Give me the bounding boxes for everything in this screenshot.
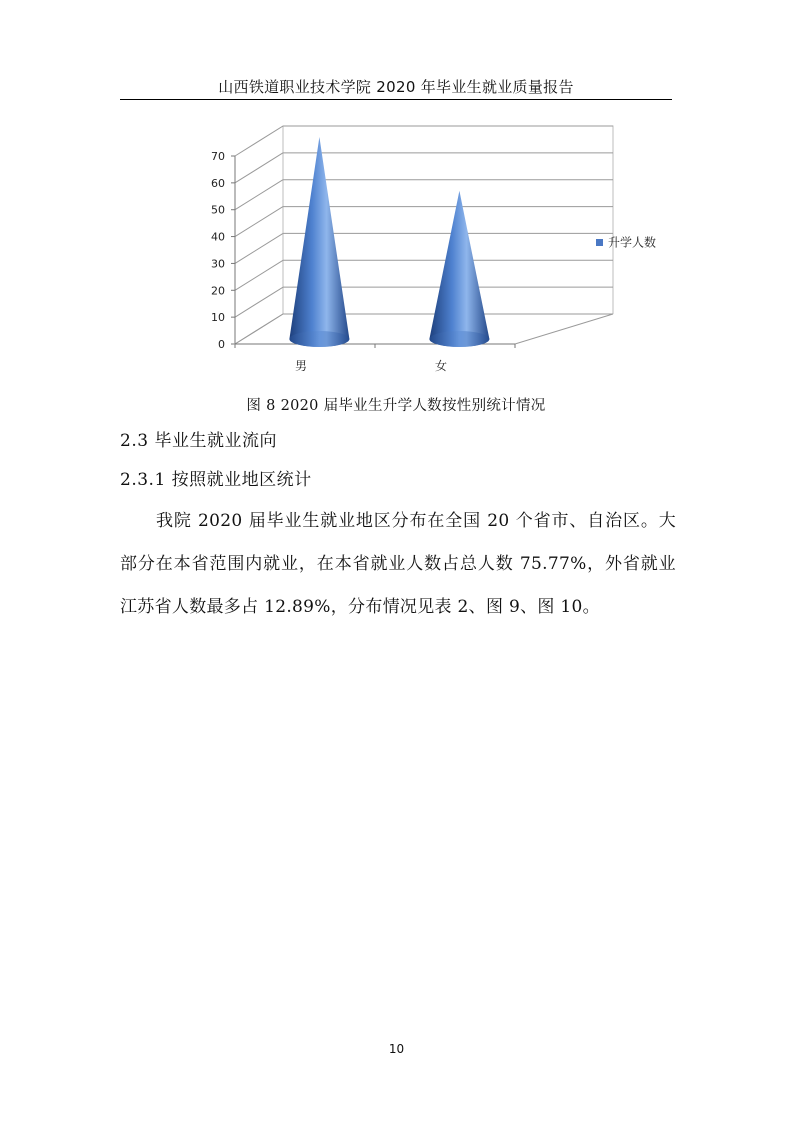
cone-base-0 (289, 331, 349, 347)
cone-0 (289, 137, 349, 347)
gridline-side (235, 153, 283, 183)
report-header: 山西铁道职业技术学院 2020 年毕业生就业质量报告 (218, 78, 574, 96)
gridline-side (235, 287, 283, 317)
gridline-side (235, 180, 283, 210)
y-tick-label: 20 (211, 284, 225, 298)
gridline-side (235, 126, 283, 156)
x-category-label: 男 (294, 359, 308, 373)
section-heading: 2.3 毕业生就业流向 (120, 431, 277, 451)
cone-1 (429, 191, 489, 347)
figure-caption: 图 8 2020 届毕业生升学人数按性别统计情况 (246, 398, 546, 414)
y-tick-label: 0 (218, 338, 225, 351)
paragraph-text: 我院 2020 届毕业生就业地区分布在全国 20 个省市、自治区。大部分在本省范围内就业，在本省就业人数占总人数 75.77%，外省就业江苏省人数最多占 12.89%，分布情况见表 2、图 9、图 10。 (120, 511, 676, 617)
body-paragraph (120, 500, 676, 629)
y-tick-label: 70 (211, 150, 225, 163)
x-category-label: 女 (434, 359, 448, 373)
cone-base-1 (429, 331, 489, 347)
y-tick-label: 50 (211, 203, 225, 217)
subsection-heading: 2.3.1 按照就业地区统计 (120, 470, 312, 490)
header-rule (120, 99, 672, 100)
y-tick-label: 30 (211, 257, 225, 271)
chart-svg (190, 108, 690, 390)
legend-swatch (596, 239, 603, 246)
gridline-side (235, 233, 283, 263)
y-tick-label: 10 (211, 311, 225, 325)
y-tick-label: 40 (211, 230, 225, 244)
cone-chart (190, 108, 690, 390)
gridline-side (235, 207, 283, 237)
gridline-side (235, 260, 283, 290)
page-number: 10 (388, 1042, 405, 1056)
y-tick-label: 60 (211, 176, 225, 190)
legend-label: 升学人数 (608, 235, 657, 250)
